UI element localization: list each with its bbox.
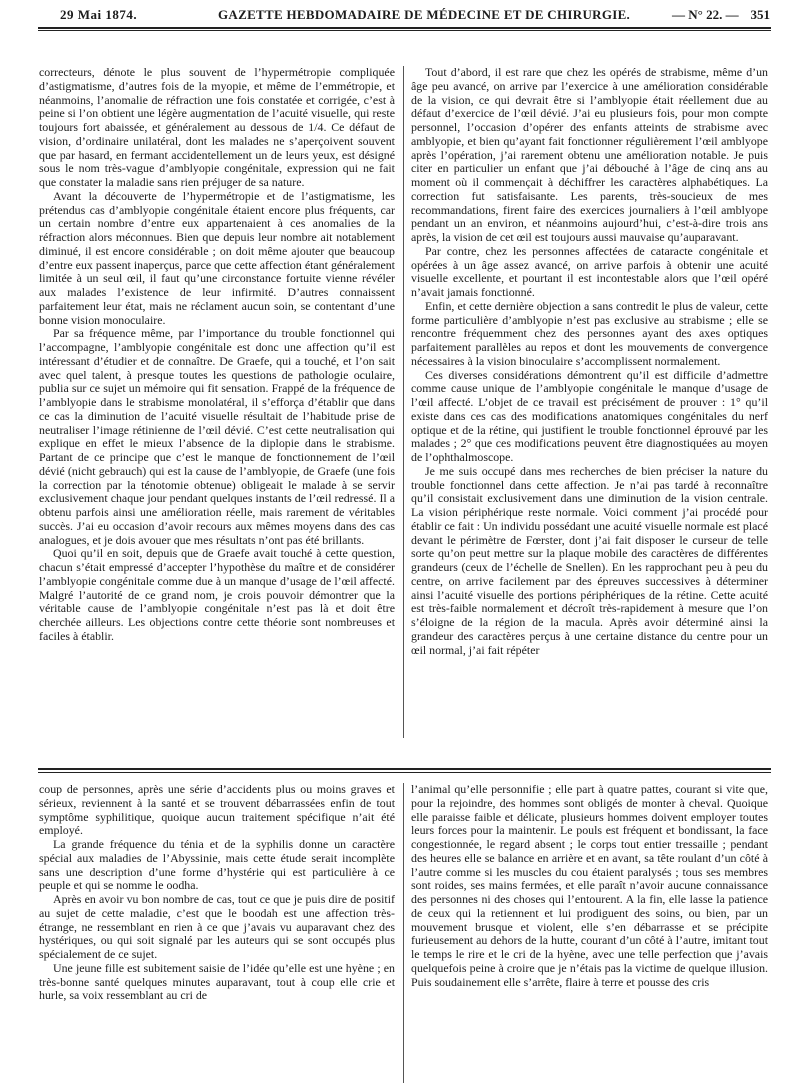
header-rule-thin [38,30,771,31]
feuilleton-column-left [39,783,395,1083]
header-rule [38,27,771,29]
section-divider-rule-thin [38,772,771,773]
paragraph: coup de personnes, après une série d’accidents plus ou moins graves et sérieux, reviennent à la santé et se trouvent débarrassées enfin de tout symptôme syphilitique, quoique aucun traitement spécifique n’ait été employé. [39,783,395,838]
paragraph: Tout d’abord, il est rare que chez les opérés de strabisme, même d’un âge peu avancé, on arrive par l’exercice à une amélioration considérable de la vision, ce qui devrait être si l’amblyopie était réellement due au défaut d’exercice de l’œil dévié. J’ai eu plusieurs fois, pour mon compte personnel, l’occasion d’opérer des enfants atteints de strabisme avec amblyopie, et bien qu’ayant fait fonctionner régulièrement l’œil amblyope après l’opération, j’ai rarement obtenu une amélioration notable. Je puis citer en particulier un enfant que j’ai débouché à l’âge de cinq ans au moment où il commençait à déchiffrer les caractères alphabétiques. La correction fut satisfaisante. Les parents, très-soucieux de mes recommandations, firent faire des exercices journaliers à l’œil amblyope pendant un an environ, et néanmoins aujourd’hui, c’est-à-dire trois ans après, la vision de cet œil est toujours aussi mauvaise qu’auparavant. [411,66,768,244]
paragraph: Avant la découverte de l’hypermétropie et de l’astigmatisme, les prétendus cas d’amblyopie congénitale étaient encore plus fréquents, car un certain nombre d’entre eux appartenaient à ces anomalies de la réfraction alors méconnues. Bien que depuis leur nombre ait notablement diminué, il est encore considérable ; on doit même ajouter que beaucoup d’entre eux passent inaperçus, parce que cette affection étant généralement limitée à un seul œil, il faut qu’une circonstance fortuite vienne révéler aux malades l’existence de leur infirmité. D’autres connaissent parfaitement leur état, mais ne réclament aucun soin, se contentant d’une bonne vision monoculaire. [39,188,395,327]
header-page-number: 351 [750,7,770,22]
paragraph: Quoi qu’il en soit, depuis que de Graefe avait touché à cette question, chacun s’était empressé d’accepter l’hypothèse du maître et de considérer l’amblyopie congénitale comme due à un manque d’usage de l’œil affecté. Malgré l’autorité de ce grand nom, je crois pouvoir démontrer que la véritable cause de l’amblyopie congénitale n’est pas là et doit être cherchée ailleurs. Les objections contre cette théorie sont nombreuses et faciles à établir. [39,546,395,643]
section-divider-rule [38,768,771,770]
paragraph: correcteurs, dénote le plus souvent de l’hypermétropie compliquée d’astigmatisme, d’autres fois de la myopie, et même de l’emmétropie, et néanmoins, l’anomalie de réfraction une fois constatée et corrigée, c’est à peine si l’on obtient une légère augmentation de l’acuité visuelle, qui reste toujours fort abaissée, et généralement au dessous de 1/4. Ce défaut de vision, d’ordinaire unilatéral, dont les malades ne s’aperçoivent souvent que par hasard, en fermant accidentellement un de leurs yeux, est désigné sous le nom très-vague d’amblyopie congénitale, expression qui ne fait que constater la maladie sans rien préjuger de sa nature. [39,66,395,189]
header-journal-title: GAZETTE HEBDOMADAIRE DE MÉDECINE ET DE CHIRURGIE. [218,7,631,22]
feuilleton-column-right [411,783,768,1083]
running-header [60,7,770,29]
paragraph: Je me suis occupé dans mes recherches de bien préciser la nature du trouble fonctionnel dans cette affection. Je n’ai pas tardé à reconnaître qu’il consistait exclusivement dans une diminution de la vision centrale. La vision périphérique reste normale. Voici comment j’ai procédé pour établir ce fait : Un individu possédant une acuité visuelle normale est placé devant le périmètre de Fœrster, dont j’ai fait disposer le curseur de telle sorte qu’on peut mettre sur la plaque mobile des caractères de différentes grandeurs (ceux de l’échelle de Snellen). En les rapprochant peu à peu du centre, on arrive facilement par des épreuves successives à déterminer ainsi l’acuité visuelle des portions périphériques de la rétine. Cette acuité est très-faible normalement et décroît très-rapidement à mesure que l’on s’éloigne de la région de la macula. Après avoir déterminé ainsi la grandeur des caractères perçus à une certaine distance du centre pour un œil normal, j’ai fait répéter [411,463,768,657]
paragraph: Après en avoir vu bon nombre de cas, tout ce que je puis dire de positif au sujet de cette maladie, c’est que le boodah est une affection très-étrange, ne ressemblant en rien à ce que j’avais vu auparavant chez des hystériques, ou qui soit signalé par les auteurs qui se sont occupés plus spécialement de ce sujet. [39,892,395,961]
article-column-top-right [411,66,768,738]
column-divider-bottom [403,783,404,1083]
paragraph: La grande fréquence du ténia et de la syphilis donne un caractère spécial aux maladies de l’Abyssinie, mais cette étude serait incomplète sans une description d’une forme d’hystérie qui est particulière à ce peuple et qui se nomme le oodha. [39,837,395,893]
paragraph: l’animal qu’elle personnifie ; elle part à quatre pattes, courant si vite que, pour la rejoindre, des hommes sont obligés de monter à cheval. Quoique elle paraisse faible et délicate, plusieurs hommes doivent employer toutes leurs forces pour la maintenir. Le pouls est fréquent et bondissant, la face congestionnée, le regard absent ; le corps tout entier tressaille ; pendant des heures elle se balance en arrière et en avant, sa tête roulant d’un côté à l’autre comme si les muscles du cou étaient paralysés ; tous ses membres sont roides, ses mains fermées, et elle paraît n’avoir aucune connaissance des personnes ni des choses qui l’entourent. A la fin, elle lasse la patience de ceux qui la retiennent et lui prodiguent des soins, ou bien, par un mouvement brusque et violent, elle s’en débarrasse et se précipite furieusement au dehors de la hutte, courant d’un côté à l’autre, imitant tout le temps le rire et le cri de la hyène, avec une telle perfection que j’avais quelquefois peine à croire que je n’étais pas la victime de quelque illusion. Puis soudainement elle s’arrête, flaire à terre et pousse des cris [411,783,768,989]
paragraph: Enfin, et cette dernière objection a sans contredit le plus de valeur, cette forme particulière d’amblyopie n’est pas exclusive au strabisme ; elle se rencontre fréquemment chez des personnes ayant des axes optiques parfaitement parallèles au repos et dont les mouvements de convergence nécessaires à la vision binoculaire s’accomplissent normalement. [411,298,768,368]
paragraph: Une jeune fille est subitement saisie de l’idée qu’elle est une hyène ; en très-bonne santé quelques minutes auparavant, tout à coup elle crie et hurle, sa voix ressemblant au cri de [39,960,395,1003]
paragraph: Ces diverses considérations démontrent qu’il est difficile d’admettre comme cause unique de l’amblyopie congénitale le manque d’usage de l’œil affecté. L’objet de ce travail est précisément de prouver : 1° qu’il existe dans ces cas des modifications anatomiques congénitales du nerf optique et de la rétine, qui justifient le trouble fonctionnel éprouvé par les malades ; 2° que ces modifications peuvent être diagnostiquées au moyen de l’ophthalmoscope. [411,367,768,464]
column-divider-top [403,66,404,738]
article-column-top-left [39,66,395,738]
paragraph: Par contre, chez les personnes affectées de cataracte congénitale et opérées à un âge assez avancé, on arrive parfois à obtenir une acuité visuelle excellente, et pourtant il est incontestable alors que l’œil opéré n’avait jamais fonctionné. [411,243,768,299]
paragraph: Par sa fréquence même, par l’importance du trouble fonctionnel qui l’accompagne, l’amblyopie congénitale est donc une affection qu’il est intéressant d’étudier et de connaître. De Graefe, qui a touché, et l’on sait avec quel talent, à presque toutes les questions de pathologie oculaire, publia sur ce sujet un mémoire qui fit sensation. Frappé de la fréquence de l’amblyopie dans le strabisme monolatéral, il s’efforça d’établir que dans ce cas la diminution de l’acuité visuelle résultait de l’habitude prise de neutraliser l’image rétinienne de l’œil dévié. C’est cette neutralisation qui explique en effet le mieux l’absence de la diplopie dans le strabisme. Partant de ce principe que c’est le manque de fonctionnement de l’œil dévié (nicht gebrauch) qui est la cause de l’amblyopie, de Graefe (une fois la correction par la ténotomie obtenue) obligeait le malade à se servir exclusivement chaque jour pendant quelques instants de l’œil redressé. Il a obtenu parfois ainsi une amélioration réelle, mais rarement de véritables succès. J’ai eu occasion d’avoir recours aux mêmes moyens dans des cas analogues, et je dois avouer que mes résultats n’ont pas été brillants. [39,326,395,547]
header-date: 29 Mai 1874. [60,7,138,22]
header-issue-number: — N° 22. — [672,7,739,22]
